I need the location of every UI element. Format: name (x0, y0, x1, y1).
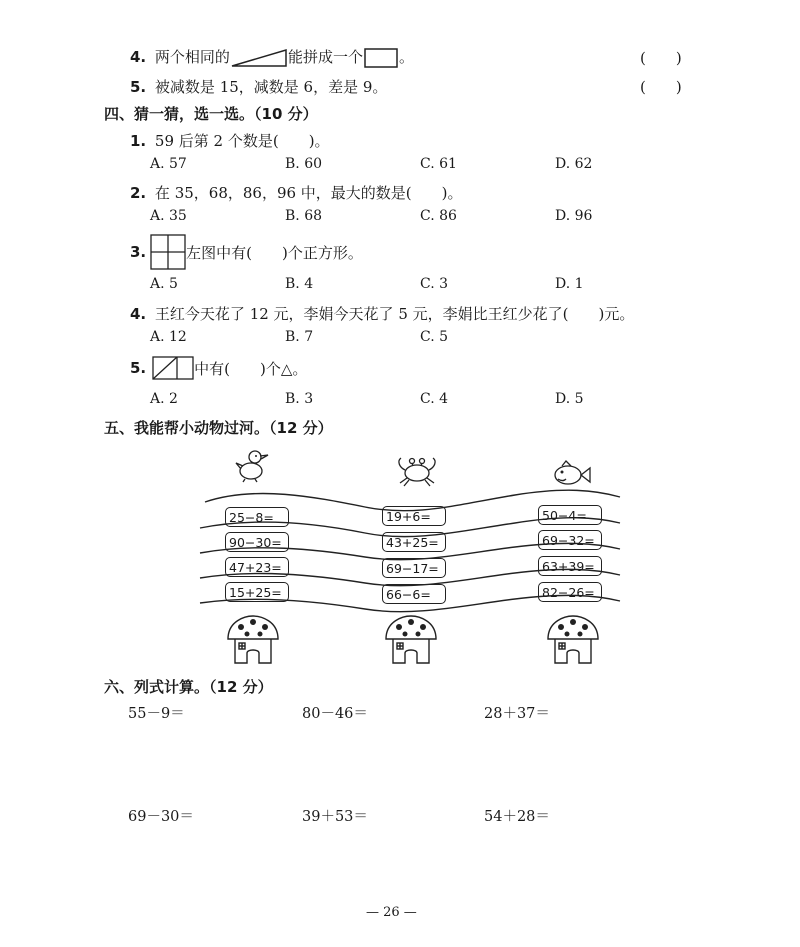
question-number: 2. (130, 184, 147, 202)
question-number: 4. (130, 48, 147, 66)
calc-item[interactable]: 69－30＝ (128, 809, 194, 825)
option-b[interactable]: B. 3 (285, 391, 314, 407)
rect-triangle-figure (152, 356, 194, 380)
option-d[interactable]: D. 1 (555, 276, 584, 292)
answer-paren[interactable]: ( ) (640, 49, 682, 67)
question-text: 中有( )个△。 (194, 359, 308, 378)
equation-box[interactable]: 69−32= (538, 530, 602, 550)
judge-q4 (130, 46, 414, 69)
option-c[interactable]: C. 3 (420, 276, 449, 292)
equation-box[interactable]: 43+25= (382, 532, 446, 552)
question-text: 在 35，68，86，96 中，最大的数是( )。 (154, 184, 463, 202)
judge-q5 (130, 76, 387, 97)
parallelogram-shape (230, 48, 288, 68)
option-a[interactable]: A. 12 (150, 329, 187, 345)
equation-box[interactable]: 47+23= (225, 557, 289, 577)
crab-icon (395, 453, 439, 489)
mc-q4 (130, 303, 634, 324)
page-number: — 26 — (366, 905, 417, 920)
rectangle-shape (363, 47, 399, 69)
option-a[interactable]: A. 2 (150, 391, 178, 407)
option-c[interactable]: C. 61 (420, 156, 457, 172)
option-b[interactable]: B. 60 (285, 156, 323, 172)
equation-box[interactable]: 25−8= (225, 507, 289, 527)
equation-box[interactable]: 50−4= (538, 505, 602, 525)
calc-item[interactable]: 28＋37＝ (484, 706, 550, 722)
equation-box[interactable]: 63+39= (538, 556, 602, 576)
option-c[interactable]: C. 5 (420, 329, 449, 345)
question-text: 左图中有( )个正方形。 (186, 243, 363, 262)
option-c[interactable]: C. 86 (420, 208, 457, 224)
option-b[interactable]: B. 4 (285, 276, 314, 292)
section-6-title: 六、列式计算。（12 分） (104, 678, 273, 696)
equation-box[interactable]: 66−6= (382, 584, 446, 604)
option-b[interactable]: B. 68 (285, 208, 323, 224)
mc-q3 (130, 234, 363, 270)
equation-box[interactable]: 69−17= (382, 558, 446, 578)
section-4-title: 四、猜一猜，选一选。（10 分） (104, 105, 318, 123)
calc-item[interactable]: 80－46＝ (302, 706, 368, 722)
question-text-end: 。 (398, 48, 414, 66)
duck-icon (233, 447, 273, 483)
river-figure (195, 445, 625, 670)
fish-icon (550, 457, 592, 491)
question-number: 1. (130, 132, 147, 150)
option-b[interactable]: B. 7 (285, 329, 314, 345)
question-number: 5. (130, 78, 147, 96)
calc-item[interactable]: 39＋53＝ (302, 809, 368, 825)
option-a[interactable]: A. 35 (150, 208, 187, 224)
option-d[interactable]: D. 62 (555, 156, 593, 172)
question-text-pre: 两个相同的 (154, 48, 230, 66)
option-d[interactable]: D. 5 (555, 391, 584, 407)
answer-paren[interactable]: ( ) (640, 78, 682, 96)
question-text: 59 后第 2 个数是( )。 (154, 132, 330, 150)
equation-box[interactable]: 19+6= (382, 506, 446, 526)
calc-item[interactable]: 54＋28＝ (484, 809, 550, 825)
option-a[interactable]: A. 57 (150, 156, 187, 172)
mushroom-house-icon (545, 615, 601, 667)
option-a[interactable]: A. 5 (150, 276, 178, 292)
mushroom-house-icon (383, 615, 439, 667)
calc-item[interactable]: 55－9＝ (128, 706, 185, 722)
mc-q2 (130, 182, 463, 203)
option-c[interactable]: C. 4 (420, 391, 449, 407)
question-number: 4. (130, 305, 147, 323)
question-number: 5. (130, 359, 147, 377)
question-number: 3. (130, 243, 147, 261)
mc-q5 (130, 356, 307, 380)
mushroom-house-icon (225, 615, 281, 667)
equation-box[interactable]: 15+25= (225, 582, 289, 602)
equation-box[interactable]: 82−26= (538, 582, 602, 602)
section-5-title: 五、我能帮小动物过河。（12 分） (104, 419, 333, 437)
question-text: 被减数是 15，减数是 6，差是 9。 (154, 78, 388, 96)
grid-square-figure (150, 234, 186, 270)
equation-box[interactable]: 90−30= (225, 532, 289, 552)
option-d[interactable]: D. 96 (555, 208, 593, 224)
mc-q1 (130, 130, 330, 151)
question-text: 王红今天花了 12 元，李娟今天花了 5 元，李娟比王红少花了( )元。 (154, 305, 635, 323)
question-text-mid: 能拼成一个 (287, 48, 363, 66)
